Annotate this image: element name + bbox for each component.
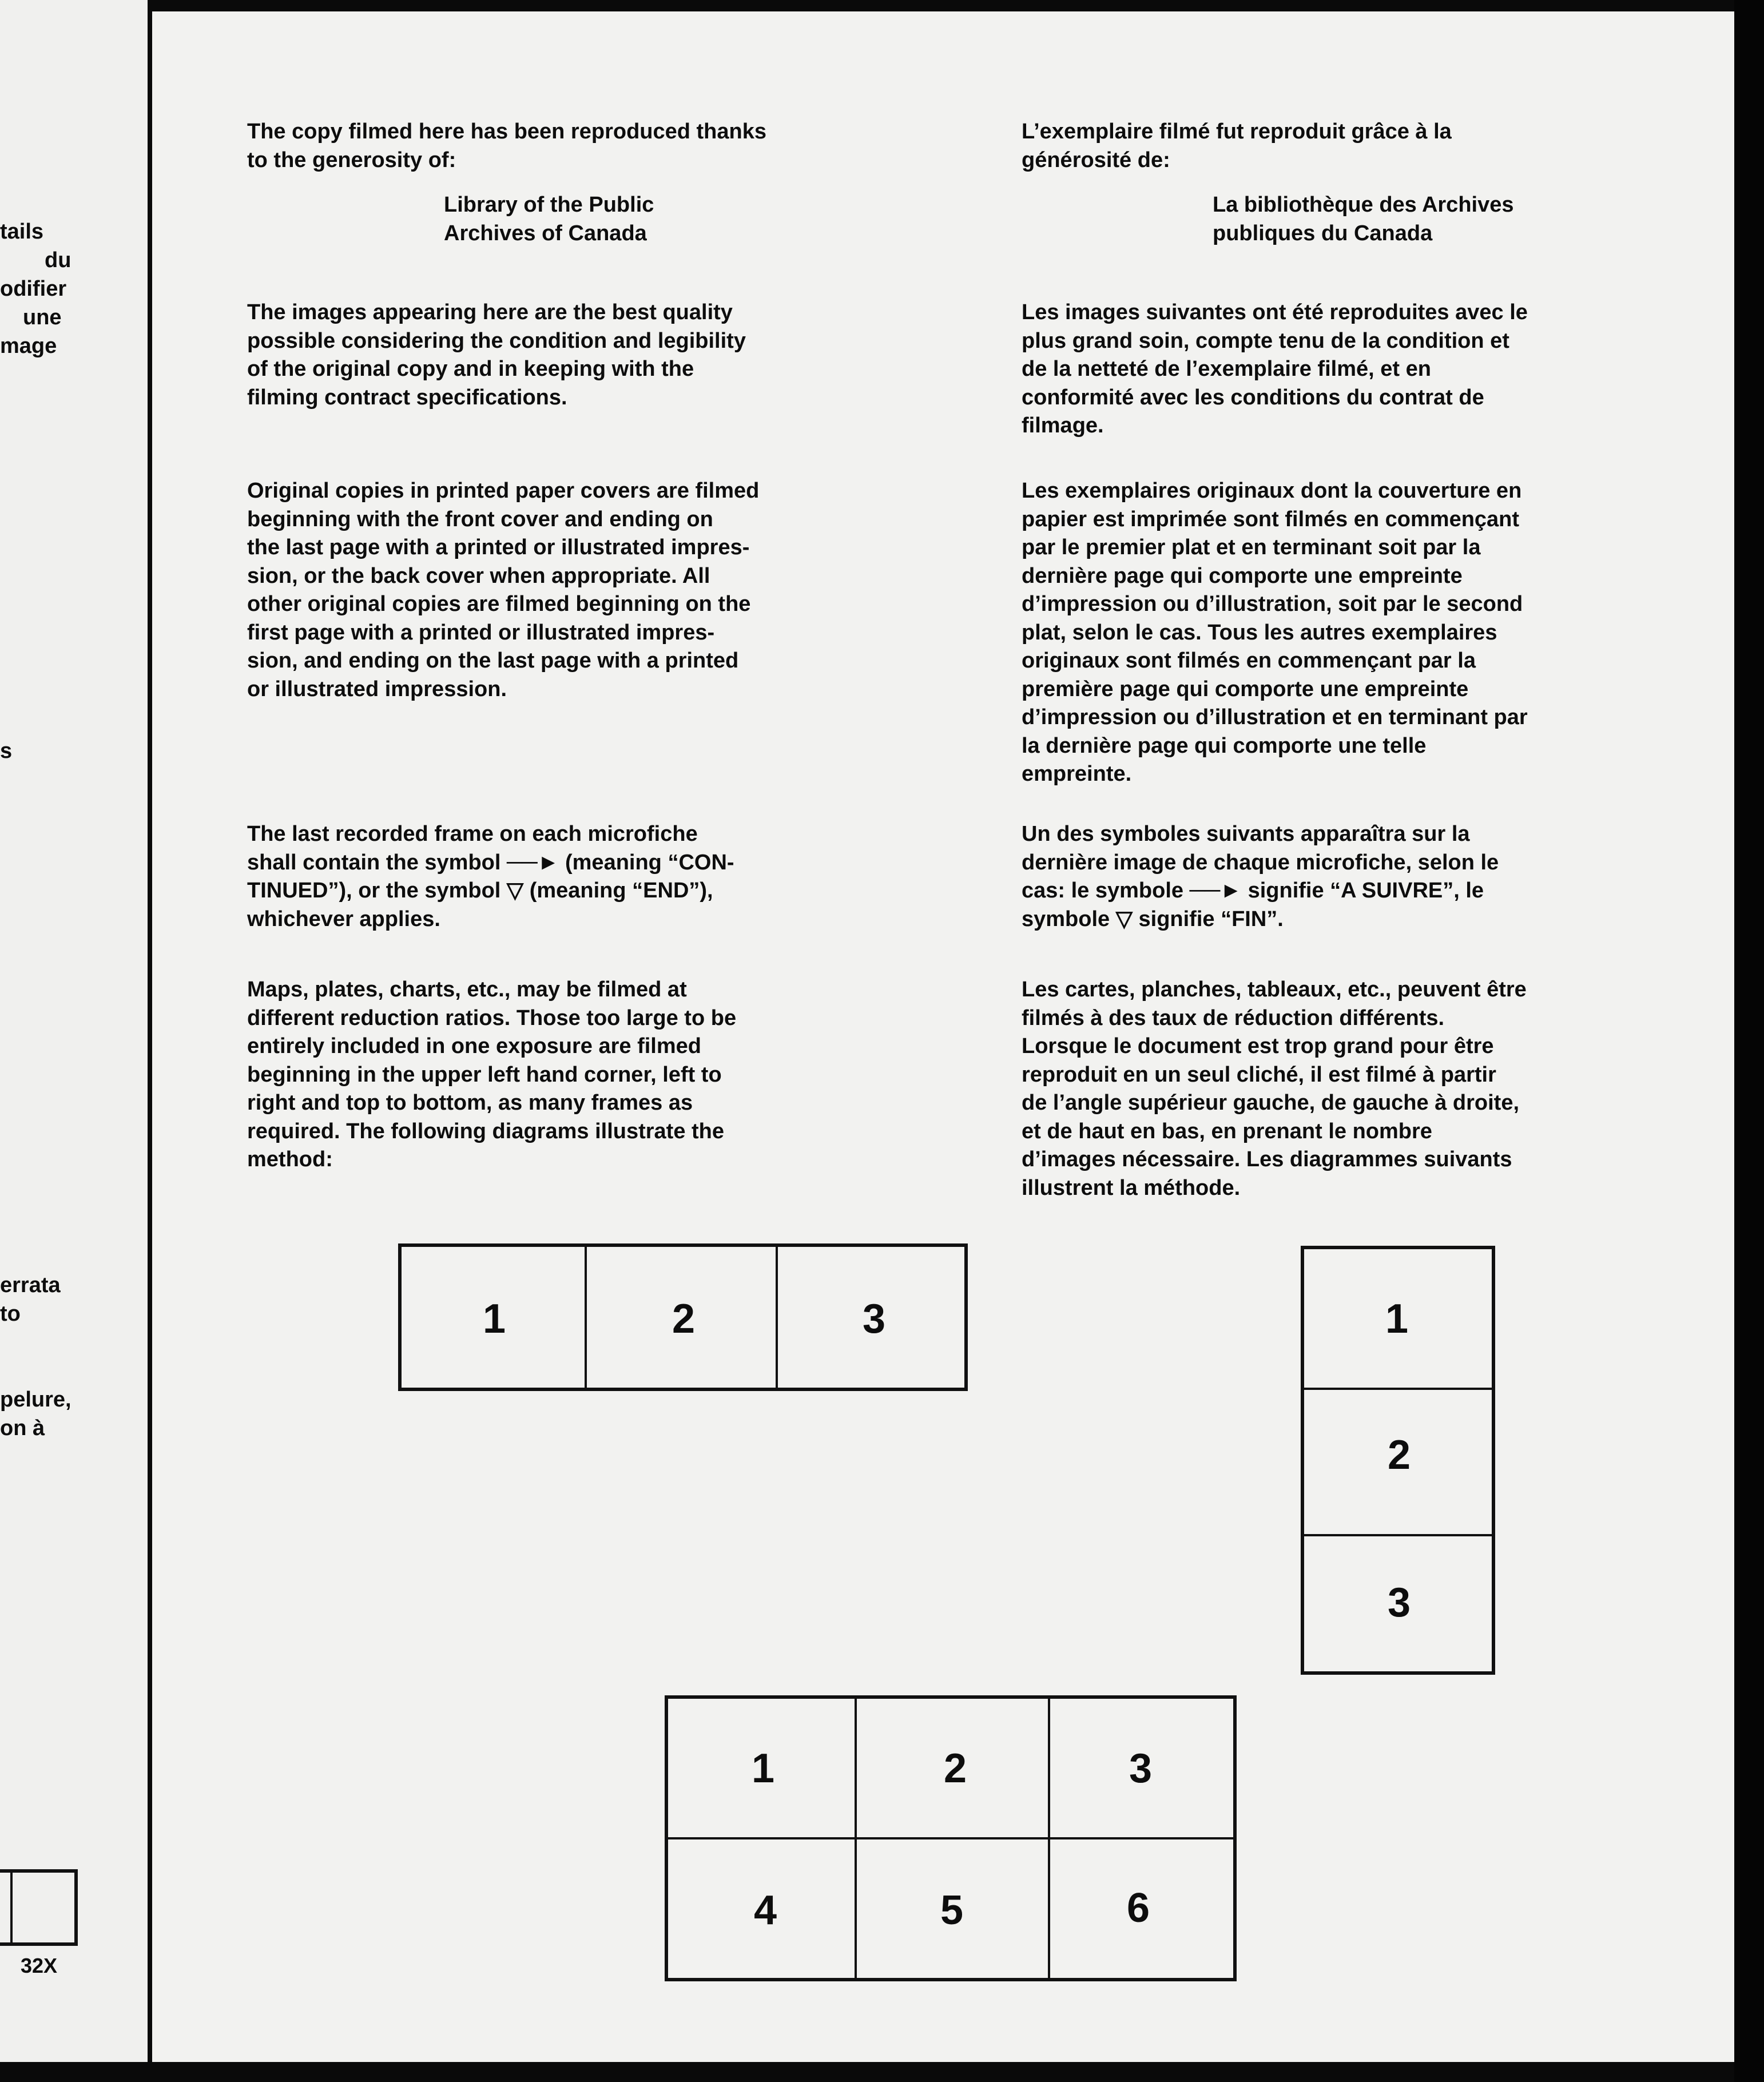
frame-number: 2 [1387, 1432, 1411, 1478]
margin-fragment: pelure, [0, 1388, 71, 1412]
horizontal-frame-diagram [398, 1243, 968, 1391]
film-edge [1734, 0, 1764, 2082]
frame-number: 4 [753, 1888, 777, 1933]
margin-fragment: s [0, 739, 13, 763]
diagram-divider [585, 1247, 587, 1388]
frame-number: 3 [862, 1296, 886, 1342]
margin-fragment: to [0, 1302, 21, 1326]
margin-fragment: odifier [0, 277, 67, 301]
english-quality-paragraph: The images appearing here are the best quality possible considering the condition and legibility of the original copy and in keeping with the filming contract specifications. [247, 300, 746, 410]
resolution-chart-divider [10, 1870, 13, 1945]
diagram-divider [776, 1247, 778, 1388]
french-symbols-paragraph: Un des symboles suivants apparaîtra sur la dernière image de chaque microfiche, selon le cas: le symbole ──► signifie “A SUIVRE”, le symbole ▽ signifie “FIN”. [1022, 822, 1499, 931]
french-quality-paragraph: Les images suivantes ont été reproduites avec le plus grand soin, compte tenu de la condition et de la netteté de l’exemplaire filmé, et en conformité avec les conditions du contrat de filmage. [1022, 300, 1528, 438]
english-symbols-paragraph: The last recorded frame on each microfiche shall contain the symbol ──► (meaning “CON- TINUED”), or the symbol ▽ (meaning “END”), whichever applies. [247, 822, 734, 931]
english-maps-paragraph: Maps, plates, charts, etc., may be filmed at different reduction ratios. Those too large to be entirely included in one exposure are filmed beginning in the upper left hand corner, left to right and top to bottom, as many frames as required. The following diagrams illustrate the method: [247, 978, 737, 1171]
frame-number: 1 [1385, 1296, 1409, 1342]
english-original-copies-paragraph: Original copies in printed paper covers are filmed beginning with the front cover and ending on the last page with a printed or illustrated impres- sion, or the back cover when appropriate. All other original copies are filmed beginning on the first page with a printed or illustrated impres- sion, and ending on the last page with a printed or illustrated impression. [247, 479, 760, 701]
margin-fragment: du [45, 248, 71, 272]
microfilm-notice-page [152, 11, 1734, 2062]
margin-fragment: errata [0, 1273, 61, 1297]
frame-number: 1 [751, 1746, 775, 1791]
margin-fragment: tails [0, 220, 44, 244]
margin-fragment: une [23, 305, 62, 329]
margin-fragment: mage [0, 334, 57, 358]
previous-page-margin [0, 0, 148, 2062]
frame-number: 2 [943, 1746, 967, 1791]
frame-number: 3 [1129, 1746, 1153, 1791]
diagram-divider [668, 1837, 1233, 1839]
french-original-copies-paragraph: Les exemplaires originaux dont la couverture en papier est imprimée sont filmés en commençant par le premier plat et en terminant soit par la dernière page qui comporte une empreinte d’impression ou d’illustration, soit par le second plat, selon le cas. Tous les autres exemplaires originaux sont filmés en commençant par la première page qui comporte une empreinte d’impression ou d’illustration et en terminant par la dernière page qui comporte une telle empreinte. [1022, 479, 1528, 786]
frame-number: 5 [940, 1888, 964, 1933]
frame-number: 2 [672, 1296, 696, 1342]
frame-number: 1 [482, 1296, 506, 1342]
margin-fragment: on à [0, 1416, 45, 1440]
diagram-divider [1304, 1388, 1492, 1390]
french-institution-name: La bibliothèque des Archives publiques du Canada [1213, 193, 1514, 245]
frame-number: 3 [1387, 1580, 1411, 1626]
frame-number: 6 [1126, 1885, 1150, 1931]
french-maps-paragraph: Les cartes, planches, tableaux, etc., peuvent être filmés à des taux de réduction différents. Lorsque le document est trop grand pour être reproduit en un seul cliché, il est filmé à partir de l’angle supérieur gauche, de gauche à droite, et de haut en bas, en prenant le nombre d’images nécessaire. Les diagrammes suivants illustrent la méthode. [1022, 978, 1527, 1200]
english-credit-text: The copy filmed here has been reproduced thanks to the generosity of: [247, 120, 767, 172]
diagram-divider [1304, 1534, 1492, 1536]
english-institution-name: Library of the Public Archives of Canada [444, 193, 654, 245]
vertical-frame-diagram [1301, 1246, 1495, 1675]
grid-frame-diagram [665, 1695, 1237, 1981]
french-credit-text: L’exemplaire filmé fut reproduit grâce à la générosité de: [1022, 120, 1452, 172]
reduction-ratio-label: 32X [21, 1954, 58, 1977]
